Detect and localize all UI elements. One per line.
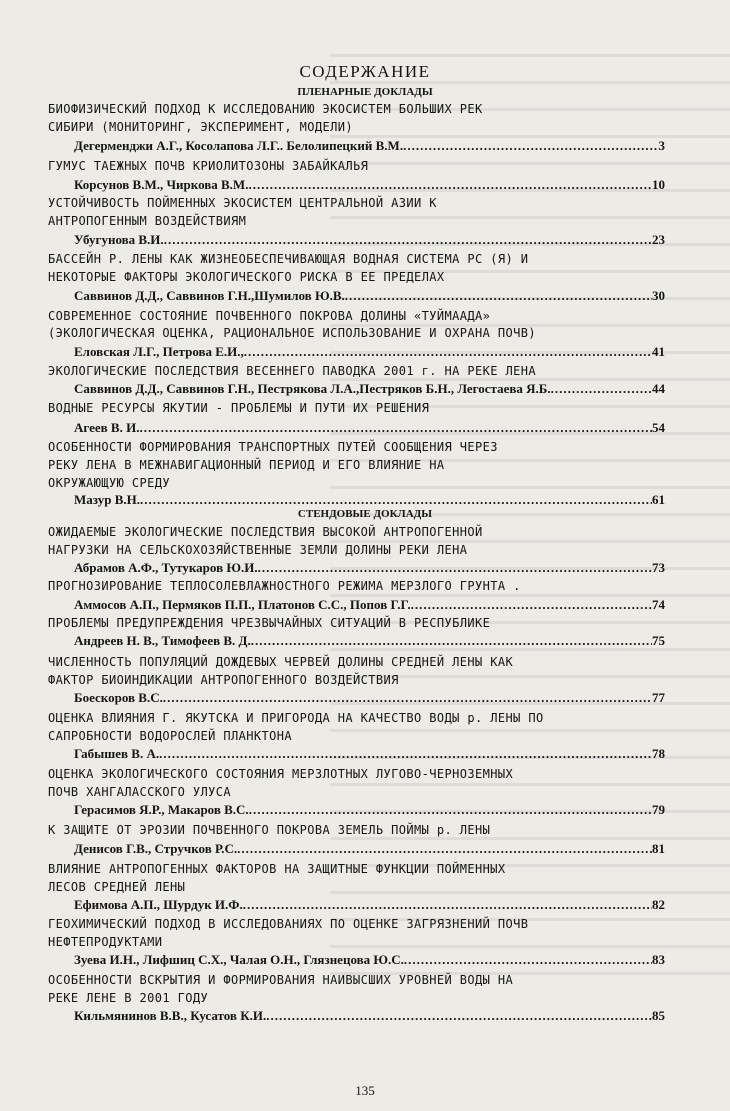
entry-authors: Еловская Л.Г., Петрова Е.И.,: [74, 344, 244, 359]
entry-page-number: 23: [652, 232, 665, 247]
leader-dots: [244, 344, 652, 360]
entry-authors: Дегерменджи А.Г., Косолапова Л.Г.. Белолипецкий В.М.: [74, 138, 404, 153]
entry-title-line: НАГРУЗКИ НА СЕЛЬСКОХОЗЯЙСТВЕННЫЕ ЗЕМЛИ ДОЛИНЫ РЕКИ ЛЕНА: [48, 543, 468, 557]
entry-authors: Корсунов В.М., Чиркова В.М.: [74, 177, 249, 192]
entry-authors: Габышев В. А.: [74, 746, 160, 761]
section-heading-plenary: ПЛЕНАРНЫЕ ДОКЛАДЫ: [297, 86, 433, 98]
entry-authors: Агеев В. И.: [74, 420, 140, 435]
leader-dots: [345, 288, 652, 304]
entry-title-line: СИБИРИ (МОНИТОРИНГ, ЭКСПЕРИМЕНТ, МОДЕЛИ): [48, 120, 353, 134]
entry-authors-line[interactable]: [74, 560, 665, 576]
entry-page-number: 73: [652, 560, 665, 575]
entry-page-number: 3: [658, 138, 665, 153]
entry-page-number: 81: [652, 841, 665, 856]
leader-dots: [243, 897, 652, 913]
entry-title-line: БАССЕЙН Р. ЛЕНЫ КАК ЖИЗНЕОБЕСПЕЧИВАЮЩАЯ ВОДНАЯ СИСТЕМА РС (Я) И: [48, 252, 529, 266]
entry-title-line: НЕКОТОРЫЕ ФАКТОРЫ ЭКОЛОГИЧЕСКОГО РИСКА В ЕЕ ПРЕДЕЛАХ: [48, 270, 445, 284]
entry-authors-line[interactable]: [74, 232, 665, 248]
entry-authors-line[interactable]: [74, 344, 665, 360]
leader-dots: [249, 802, 652, 818]
entry-authors-line[interactable]: [74, 288, 665, 304]
entry-authors-line[interactable]: [74, 746, 665, 762]
entry-title-line: ЧИСЛЕННОСТЬ ПОПУЛЯЦИЙ ДОЖДЕВЫХ ЧЕРВЕЙ ДОЛИНЫ СРЕДНЕЙ ЛЕНЫ КАК: [48, 655, 514, 669]
entry-title-line: РЕКУ ЛЕНА В МЕЖНАВИГАЦИОННЫЙ ПЕРИОД И ЕГО ВЛИЯНИЕ НА: [48, 458, 445, 472]
entry-title-line: ГУМУС ТАЕЖНЫХ ПОЧВ КРИОЛИТОЗОНЫ ЗАБАЙКАЛЬЯ: [48, 159, 369, 173]
entry-authors: Саввинов Д.Д., Саввинов Г.Н., Пестрякова Л.А.,Пестряков Б.Н., Легостаева Я.Б.: [74, 381, 551, 396]
entry-title-line: К ЗАЩИТЕ ОТ ЭРОЗИИ ПОЧВЕННОГО ПОКРОВА ЗЕМЕЛЬ ПОЙМЫ р. ЛЕНЫ: [48, 823, 491, 837]
entry-page-number: 30: [652, 288, 665, 303]
entry-authors: Ефимова А.П., Шурдук И.Ф.: [74, 897, 243, 912]
leader-dots: [266, 1008, 652, 1024]
entry-authors-line[interactable]: [74, 177, 665, 193]
leader-dots: [404, 952, 652, 968]
leader-dots: [159, 746, 652, 762]
entry-title-line: ОЦЕНКА ВЛИЯНИЯ Г. ЯКУТСКА И ПРИГОРОДА НА КАЧЕСТВО ВОДЫ р. ЛЕНЫ ПО: [48, 711, 544, 725]
entry-title-line: ВЛИЯНИЕ АНТРОПОГЕННЫХ ФАКТОРОВ НА ЗАЩИТНЫЕ ФУНКЦИИ ПОЙМЕННЫХ: [48, 862, 506, 876]
entry-title-line: ПРОБЛЕМЫ ПРЕДУПРЕЖДЕНИЯ ЧРЕЗВЫЧАЙНЫХ СИТУАЦИЙ В РЕСПУБЛИКЕ: [48, 616, 491, 630]
entry-page-number: 10: [652, 177, 665, 192]
entry-title-line: ОСОБЕННОСТИ ВСКРЫТИЯ И ФОРМИРОВАНИЯ НАИВЫСШИХ УРОВНЕЙ ВОДЫ НА: [48, 973, 514, 987]
leader-dots: [140, 492, 652, 508]
entry-title-line: ЭКОЛОГИЧЕСКИЕ ПОСЛЕДСТВИЯ ВЕСЕННЕГО ПАВОДКА 2001 г. НА РЕКЕ ЛЕНА: [48, 364, 536, 378]
entry-title-line: АНТРОПОГЕННЫМ ВОЗДЕЙСТВИЯМ: [48, 214, 247, 228]
leader-dots: [248, 177, 652, 193]
leader-dots: [164, 232, 652, 248]
entry-authors-line[interactable]: [74, 802, 665, 818]
entry-authors: Мазур В.Н.: [74, 492, 140, 507]
entry-authors-line[interactable]: [74, 420, 665, 436]
entry-title-line: НЕФТЕПРОДУКТАМИ: [48, 935, 163, 949]
entry-title-line: ПОЧВ ХАНГАЛАССКОГО УЛУСА: [48, 785, 231, 799]
entry-authors: Саввинов Д.Д., Саввинов Г.Н.,Шумилов Ю.В.: [74, 288, 345, 303]
entry-page-number: 54: [652, 420, 665, 435]
entry-page-number: 75: [652, 633, 665, 648]
entry-title-line: ПРОГНОЗИРОВАНИЕ ТЕПЛОСОЛЕВЛАЖНОСТНОГО РЕЖИМА МЕРЗЛОГО ГРУНТА .: [48, 579, 521, 593]
leader-dots: [411, 597, 652, 613]
entry-authors-line[interactable]: [74, 381, 665, 397]
entry-authors-line[interactable]: [74, 841, 665, 857]
entry-page-number: 77: [652, 690, 665, 705]
entry-title-line: ОКРУЖАЮЩУЮ СРЕДУ: [48, 476, 170, 490]
entry-title-line: СОВРЕМЕННОЕ СОСТОЯНИЕ ПОЧВЕННОГО ПОКРОВА ДОЛИНЫ «ТУЙМААДА»: [48, 309, 491, 323]
entry-authors-line[interactable]: [74, 597, 665, 613]
entry-title-line: ФАКТОР БИОИНДИКАЦИИ АНТРОПОГЕННОГО ВОЗДЕЙСТВИЯ: [48, 673, 399, 687]
entry-authors: Кильмянинов В.В., Кусатов К.И.: [74, 1008, 267, 1023]
entry-page-number: 41: [652, 344, 665, 359]
leader-dots: [139, 420, 652, 436]
entry-authors-line[interactable]: [74, 633, 665, 649]
entry-authors-line[interactable]: [74, 138, 665, 154]
entry-title-line: ЛЕСОВ СРЕДНЕЙ ЛЕНЫ: [48, 880, 186, 894]
entry-page-number: 85: [652, 1008, 665, 1023]
entry-authors: Абрамов А.Ф., Тутукаров Ю.И.: [74, 560, 258, 575]
entry-title-line: ОЦЕНКА ЭКОЛОГИЧЕСКОГО СОСТОЯНИЯ МЕРЗЛОТНЫХ ЛУГОВО-ЧЕРНОЗЕМНЫХ: [48, 767, 514, 781]
entry-page-number: 83: [652, 952, 665, 967]
entry-title-line: САПРОБНОСТИ ВОДОРОСЛЕЙ ПЛАНКТОНА: [48, 729, 292, 743]
entry-authors-line[interactable]: [74, 492, 665, 508]
leader-dots: [551, 381, 652, 397]
entry-title-line: ВОДНЫЕ РЕСУРСЫ ЯКУТИИ - ПРОБЛЕМЫ И ПУТИ ИХ РЕШЕНИЯ: [48, 401, 430, 415]
entry-authors: Герасимов Я.Р., Макаров В.С.: [74, 802, 249, 817]
entry-page-number: 79: [652, 802, 665, 817]
entry-title-line: ОЖИДАЕМЫЕ ЭКОЛОГИЧЕСКИЕ ПОСЛЕДСТВИЯ ВЫСОКОЙ АНТРОПОГЕННОЙ: [48, 525, 483, 539]
page-title: СОДЕРЖАНИЕ: [299, 62, 431, 81]
entry-page-number: 44: [652, 381, 665, 396]
section-heading-poster: СТЕНДОВЫЕ ДОКЛАДЫ: [297, 508, 433, 520]
entry-authors-line[interactable]: [74, 690, 665, 706]
page-number: 135: [355, 1083, 375, 1098]
leader-dots: [237, 841, 652, 857]
entry-title-line: (ЭКОЛОГИЧЕСКАЯ ОЦЕНКА, РАЦИОНАЛЬНОЕ ИСПОЛЬЗОВАНИЕ И ОХРАНА ПОЧВ): [48, 326, 536, 340]
entry-authors-line[interactable]: [74, 1008, 665, 1024]
entry-page-number: 74: [652, 597, 665, 612]
entry-title-line: ОСОБЕННОСТИ ФОРМИРОВАНИЯ ТРАНСПОРТНЫХ ПУТЕЙ СООБЩЕНИЯ ЧЕРЕЗ: [48, 440, 498, 454]
entry-title-line: РЕКЕ ЛЕНЕ В 2001 ГОДУ: [48, 991, 209, 1005]
leader-dots: [163, 690, 652, 706]
entry-authors: Боескоров В.С.: [74, 690, 163, 705]
entry-authors: Зуева И.Н., Лифшиц С.Х., Чалая О.Н., Глязнецова Ю.С.: [74, 952, 404, 967]
entry-authors-line[interactable]: [74, 897, 665, 913]
entry-page-number: 61: [652, 492, 665, 507]
leader-dots: [251, 633, 652, 649]
entry-authors-line[interactable]: [74, 952, 665, 968]
leader-dots: [258, 560, 652, 576]
entry-page-number: 78: [652, 746, 665, 761]
entry-page-number: 82: [652, 897, 665, 912]
entry-authors: Аммосов А.П., Пермяков П.П., Платонов С.С., Попов Г.Г.: [74, 597, 411, 612]
entry-title-line: БИОФИЗИЧЕСКИЙ ПОДХОД К ИССЛЕДОВАНИЮ ЭКОСИСТЕМ БОЛЬШИХ РЕК: [48, 102, 483, 116]
entry-authors: Убугунова В.И.: [74, 232, 164, 247]
leader-dots: [403, 138, 658, 154]
entry-authors: Андреев Н. В., Тимофеев В. Д.: [74, 633, 251, 648]
entry-authors: Денисов Г.В., Стручков Р.С.: [74, 841, 238, 856]
entry-title-line: УСТОЙЧИВОСТЬ ПОЙМЕННЫХ ЭКОСИСТЕМ ЦЕНТРАЛЬНОЙ АЗИИ К: [48, 196, 437, 210]
entry-title-line: ГЕОХИМИЧЕСКИЙ ПОДХОД В ИССЛЕДОВАНИЯХ ПО ОЦЕНКЕ ЗАГРЯЗНЕНИЙ ПОЧВ: [48, 917, 529, 931]
